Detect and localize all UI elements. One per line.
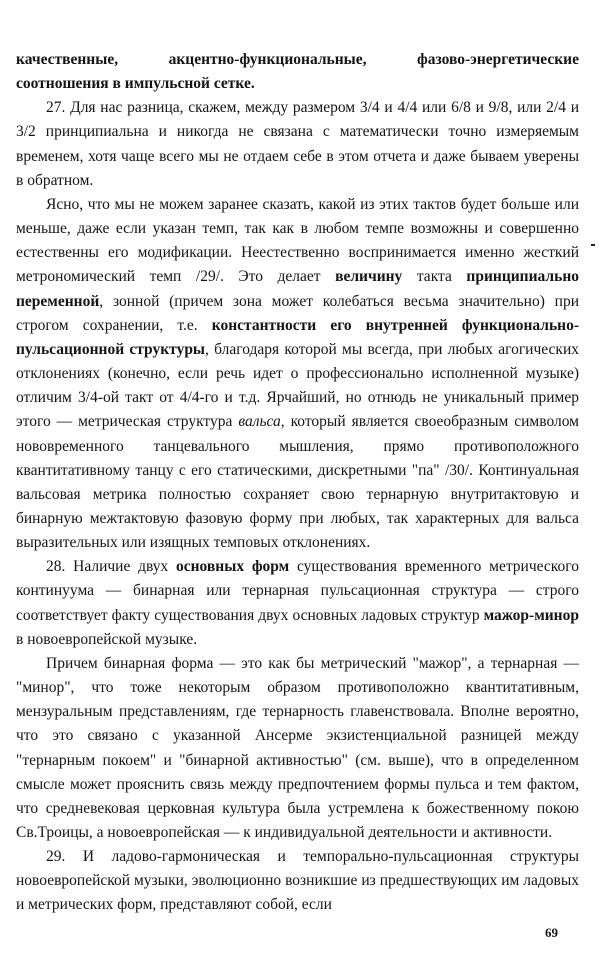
paragraph	[16, 96, 579, 193]
text-run: , который является своеобразным символом нововременного танцевального мышления, прямо противоположного квантитативному танцу с его статическими, дискретными "па" /30/. Континуальная вальсовая метрика полностью сохраняет свою тернарную внутритактовую и бинарную межтактовую фазовую форму при любых, так характерных для вальса выразительных или изящных темповых отклонениях.	[16, 413, 579, 552]
text-run: 27. Для нас разница, скажем, между размером 3/4 и 4/4 или 6/8 и 9/8, или 2/4 и 3/2 принципиальна и никогда не связана с математически точно измеряемым временем, хотя чаще всего мы не отдаем себе в этом отчета и даже бываем уверены в обратном.	[16, 99, 579, 189]
margin-mark	[591, 244, 595, 246]
text-run: в новоевропейской музыке.	[16, 630, 198, 648]
bold-text: принципиально переменной	[16, 268, 580, 310]
bold-text: качественные, акцентно-функциональные, фазово-энергетические соотношения в импульсной сетке.	[16, 51, 579, 93]
bold-text: основных форм	[176, 558, 290, 576]
text-run: существования временного метрического континуума — бинарная или тернарная пульсационная структура — строго соответствует факту существования двух основных ладовых структур	[16, 558, 579, 624]
bold-text: константности его внутренней функционально-пульсационной структуры	[16, 316, 579, 358]
italic-text: вальса	[238, 413, 281, 431]
text-run: 28. Наличие двух	[46, 558, 176, 576]
page-number: 69	[545, 925, 558, 940]
paragraph	[16, 652, 579, 845]
bold-text: мажор-минор	[483, 606, 579, 624]
bold-text: величину	[335, 268, 403, 286]
text-run: , зонной (причем зона может колебаться весьма значительно) при строгом сохранении, т.е.	[16, 292, 579, 334]
page-text	[16, 48, 579, 918]
text-run: Ясно, что мы не можем заранее сказать, какой из этих тактов будет больше или меньше, даже если указан темп, так как в любом темпе возможны и совершенно естественны его модификации. Неестественно воспринимается именно жесткий метрономический темп /29/. Это делает	[16, 195, 579, 286]
paragraph	[16, 193, 579, 555]
text-run: Причем бинарная форма — это как бы метрический "мажор", а тернарная — "минор", что тоже некоторым образом противоположно квантитативным, мензуральным представлениям, где тернарность главенствовала. Вполне вероятно, что это связано с указанной Ансерме экзистенциальной разницей между "тернарным покоем" и "бинарной активностью" (см. выше), что в определенном смысле может прояснить связь между предпочтением формы пульса и тем фактом, что средневековая церковная культура была устремлена к божественному покою Св.Троицы, а новоевропейская — к индивидуальной деятельности и активности.	[16, 654, 579, 841]
paragraph	[16, 48, 579, 96]
paragraph	[16, 845, 579, 917]
paragraph	[16, 555, 579, 652]
text-run: такта	[402, 268, 467, 286]
text-run: , благодаря которой мы всегда, при любых агогических отклонениях (конечно, если речь идет о профессионально исполненной музыке) отличим 3/4-ой такт от 4/4-го и т.д. Ярчайший, но отнюдь не уникальный пример этого — метрическая структура	[16, 340, 579, 431]
text-run: 29. И ладово-гармоническая и темпорально-пульсационная структуры новоевропейской музыки, эволюционно возникшие из предшествующих им ладовых и метрических форм, представляют собой, если	[16, 848, 579, 914]
